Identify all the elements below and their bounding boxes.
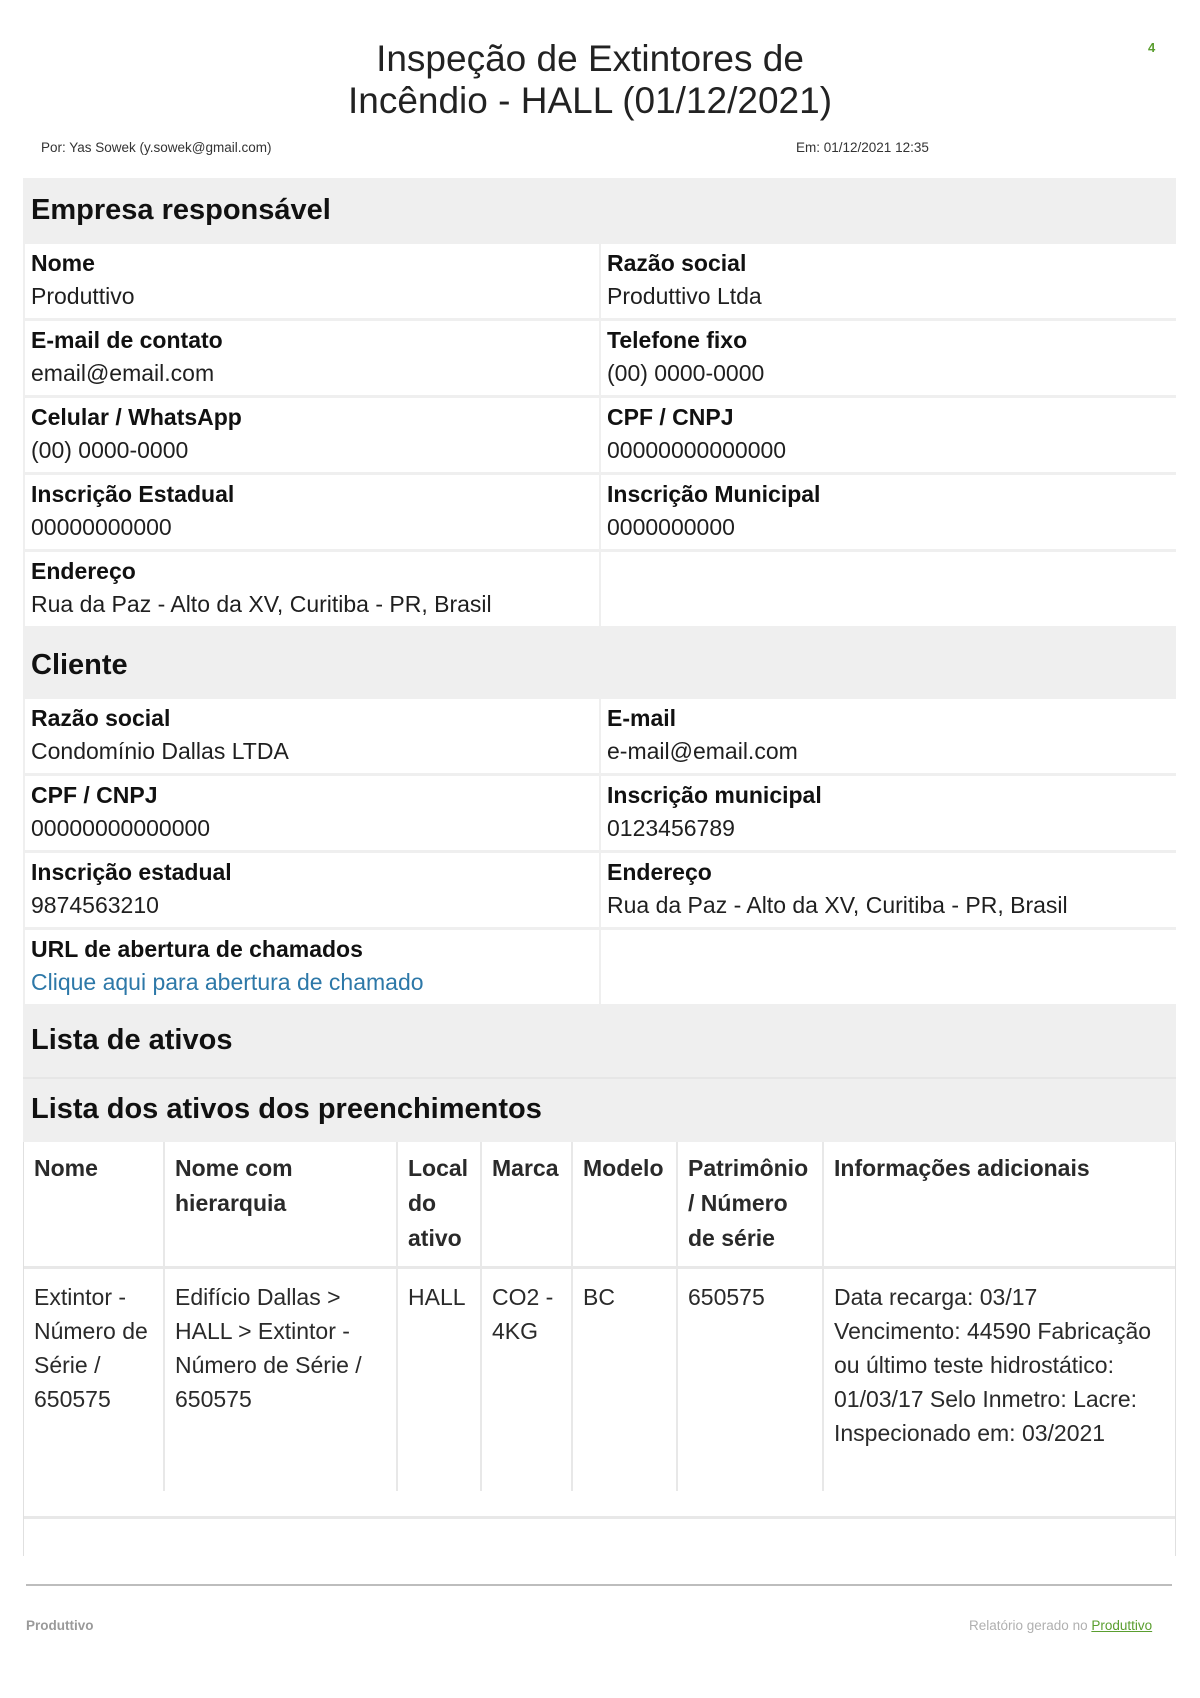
field-value: Rua da Paz - Alto da XV, Curitiba - PR, Brasil — [607, 892, 1068, 918]
field-label: Inscrição estadual — [31, 859, 232, 885]
section-heading: Lista de ativos — [31, 1024, 233, 1056]
field-label: Inscrição municipal — [607, 782, 822, 808]
footer-divider — [26, 1584, 1172, 1586]
field-value: (00) 0000-0000 — [607, 360, 765, 386]
page-title-line-2: Incêndio - HALL (01/12/2021) — [347, 80, 833, 121]
field-url-chamados — [25, 930, 599, 1004]
field-value: email@email.com — [31, 360, 215, 386]
field-telefone-fixo — [601, 321, 1178, 395]
field-label: Celular / WhatsApp — [31, 404, 242, 430]
field-value: 00000000000000 — [31, 815, 211, 841]
assets-table-container — [23, 1142, 1176, 1556]
field-inscricao-municipal — [601, 776, 1178, 850]
column-header-info: Informações adicionais — [823, 1142, 1175, 1267]
field-label: Inscrição Municipal — [607, 481, 821, 507]
field-value: 9874563210 — [31, 892, 159, 918]
cell-hierarquia: Edifício Dallas > HALL > Extintor - Número de Série / 650575 — [164, 1267, 397, 1491]
footer-generated-text: Relatório gerado no — [969, 1618, 1088, 1633]
field-endereco — [25, 552, 599, 626]
field-inscricao-estadual — [25, 475, 599, 549]
field-label: Razão social — [607, 250, 747, 276]
field-label: E-mail — [607, 705, 677, 731]
column-header-marca: Marca — [481, 1142, 572, 1267]
field-empty — [601, 552, 1178, 626]
field-label: E-mail de contato — [31, 327, 223, 353]
table-row — [24, 1267, 1175, 1491]
field-label: Razão social — [31, 705, 171, 731]
field-inscricao-municipal — [601, 475, 1178, 549]
column-header-hierarquia: Nome com hierarquia — [164, 1142, 397, 1267]
cliente-fields — [23, 699, 1176, 1004]
assets-table — [24, 1142, 1175, 1491]
section-empresa — [23, 178, 1176, 633]
field-value: 00000000000000 — [607, 437, 787, 463]
open-ticket-link[interactable]: Clique aqui para abertura de chamado — [31, 969, 424, 995]
field-empty — [601, 930, 1178, 1004]
field-celular — [25, 398, 599, 472]
field-value: Rua da Paz - Alto da XV, Curitiba - PR, Brasil — [31, 591, 492, 617]
field-value: 0123456789 — [607, 815, 735, 841]
field-cpf-cnpj — [601, 398, 1178, 472]
field-label: Endereço — [31, 558, 136, 584]
cell-patrimonio: 650575 — [677, 1267, 823, 1491]
field-value: e-mail@email.com — [607, 738, 798, 764]
section-cliente — [23, 633, 1176, 1011]
field-label: Inscrição Estadual — [31, 481, 235, 507]
field-label: Endereço — [607, 859, 712, 885]
field-razao-social — [25, 699, 599, 773]
cell-marca: CO2 - 4KG — [481, 1267, 572, 1491]
column-header-local: Local do ativo — [397, 1142, 481, 1267]
field-nome — [25, 244, 599, 318]
field-label: URL de abertura de chamados — [31, 936, 363, 962]
field-label: Nome — [31, 250, 95, 276]
empresa-fields — [23, 244, 1176, 626]
field-value: (00) 0000-0000 — [31, 437, 189, 463]
footer-generated-by — [969, 1618, 1152, 1633]
author-info: Por: Yas Sowek (y.sowek@gmail.com) — [41, 140, 272, 155]
section-subheading: Lista dos ativos dos preenchimentos — [23, 1077, 1176, 1141]
field-label: CPF / CNPJ — [607, 404, 734, 430]
column-header-nome: Nome — [24, 1142, 164, 1267]
page-title — [300, 38, 880, 122]
field-label: Telefone fixo — [607, 327, 748, 353]
field-email-contato — [25, 321, 599, 395]
cell-nome: Extintor - Número de Série / 650575 — [24, 1267, 164, 1491]
field-razao-social — [601, 244, 1178, 318]
field-value: Produttivo Ltda — [607, 283, 762, 309]
table-header-row — [24, 1142, 1175, 1267]
section-heading: Empresa responsável — [31, 194, 331, 226]
field-cpf-cnpj — [25, 776, 599, 850]
field-value: Condomínio Dallas LTDA — [31, 738, 289, 764]
field-label: CPF / CNPJ — [31, 782, 158, 808]
section-assets — [23, 1010, 1176, 1556]
field-endereco — [601, 853, 1178, 927]
page-number: 4 — [1148, 40, 1156, 55]
footer-brand: Produttivo — [26, 1618, 94, 1633]
cell-info: Data recarga: 03/17 Vencimento: 44590 Fabricação ou último teste hidrostático: 01/03/17 Selo Inmetro: Lacre: Inspecionado em: 03/2021 — [834, 1283, 1152, 1446]
table-divider — [24, 1516, 1175, 1519]
field-value: Produttivo — [31, 283, 135, 309]
timestamp: Em: 01/12/2021 12:35 — [796, 140, 929, 155]
field-value: 00000000000 — [31, 514, 172, 540]
page-title-line-1: Inspeção de Extintores de — [376, 38, 804, 79]
column-header-modelo: Modelo — [572, 1142, 677, 1267]
footer-produttivo-link[interactable]: Produttivo — [1091, 1618, 1153, 1633]
column-header-patrimonio: Patrimônio / Número de série — [677, 1142, 823, 1267]
section-heading: Cliente — [31, 649, 128, 681]
cell-modelo: BC — [572, 1267, 677, 1491]
cell-local: HALL — [397, 1267, 481, 1491]
field-value: 0000000000 — [607, 514, 735, 540]
field-inscricao-estadual — [25, 853, 599, 927]
field-email — [601, 699, 1178, 773]
